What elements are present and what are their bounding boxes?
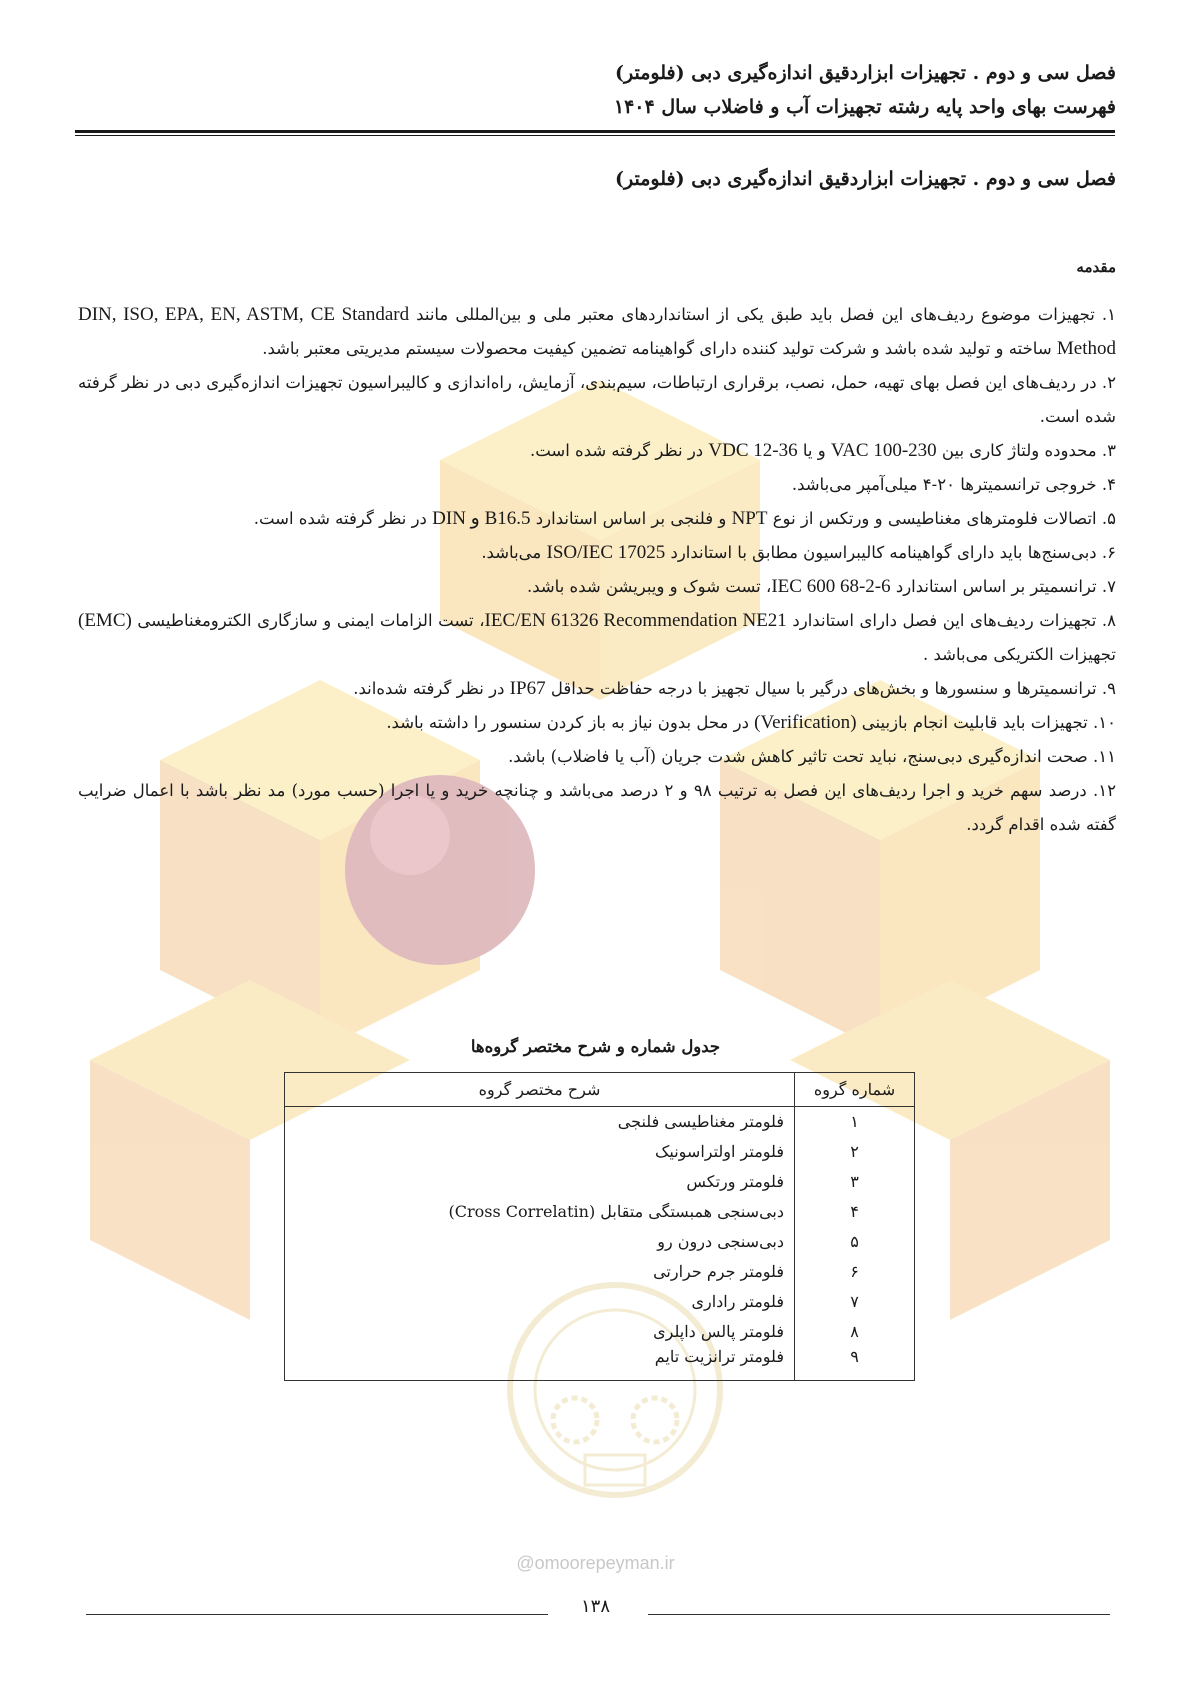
- intro-paragraph: [78, 298, 1116, 366]
- latin-term: DIN, ISO, EPA, EN, ASTM,: [78, 304, 304, 325]
- table-row: [285, 1287, 915, 1317]
- latin-term: B16.5 و DIN: [432, 508, 531, 529]
- group-number: ۴: [795, 1197, 915, 1227]
- intro-paragraph: [78, 672, 1116, 706]
- table-row: [285, 1317, 915, 1347]
- group-number: ۶: [795, 1257, 915, 1287]
- group-number: ۵: [795, 1227, 915, 1257]
- group-description: فلومتر ورتکس: [285, 1167, 795, 1197]
- latin-term: IP67: [509, 678, 546, 699]
- group-description: فلومتر جرم حرارتی: [285, 1257, 795, 1287]
- paragraph-text: و فلنجی بر اساس استاندارد: [530, 509, 732, 528]
- group-description: فلومتر ترانزیت تایم: [285, 1347, 795, 1381]
- paragraph-text: در نظر گرفته شده‌اند.: [353, 679, 510, 698]
- table-row: [285, 1167, 915, 1197]
- latin-term: CE Standard Method: [310, 304, 1116, 359]
- table-header-num: شماره گروه: [795, 1073, 915, 1107]
- latin-term: (EMC): [78, 610, 132, 631]
- paragraph-text: ۷. ترانسمیتر بر اساس استاندارد: [890, 577, 1116, 596]
- intro-paragraph: [78, 366, 1116, 434]
- paragraph-text: ۳. محدوده ولتاژ کاری بین: [936, 441, 1116, 460]
- header-rule-thin: [75, 135, 1115, 136]
- table-row: [285, 1107, 915, 1137]
- intro-paragraph: [78, 536, 1116, 570]
- paragraph-text: ۱۰. تجهیزات باید قابلیت انجام بازبینی: [856, 713, 1116, 732]
- group-number: ۷: [795, 1287, 915, 1317]
- latin-term: IEC/EN 61326 Recommendation NE21: [484, 610, 787, 631]
- seal-grid: [585, 1455, 645, 1485]
- table-body: [285, 1107, 915, 1381]
- paragraph-text: ۹. ترانسمیترها و سنسورها و بخش‌های درگیر با سیال تجهیز با درجه حفاظت حداقل: [545, 679, 1116, 698]
- seal-gear-left: [553, 1398, 597, 1442]
- intro-heading: مقدمه: [1076, 258, 1116, 276]
- table-header-desc: شرح مختصر گروه: [285, 1073, 795, 1107]
- paragraph-text: تجهیزات الکتریکی می‌باشد .: [923, 645, 1116, 664]
- paragraph-text: ۵. اتصالات فلومترهای مغناطیسی و ورتکس از نوع: [767, 509, 1116, 528]
- intro-paragraph: [78, 740, 1116, 774]
- paragraph-text: ۸. تجهیزات ردیف‌های این فصل دارای استاندارد: [786, 611, 1116, 630]
- intro-paragraph: [78, 604, 1116, 672]
- table-header-row: [285, 1073, 915, 1107]
- table-row: [285, 1257, 915, 1287]
- intro-paragraph: [78, 570, 1116, 604]
- paragraph-text: در نظر گرفته شده است.: [253, 509, 433, 528]
- group-description: فلومتر پالس داپلری: [285, 1317, 795, 1347]
- intro-paragraph: [78, 706, 1116, 740]
- groups-table: [284, 1072, 915, 1381]
- paragraph-text: ۲. در ردیف‌های این فصل بهای تهیه، حمل، نصب، برقراری ارتباطات، سیم‌بندی، آزمایش، راه‌اندازی و کالیبراسیون تجهیزات اندازه‌گیری دبی در نظر گرفته شده است.: [78, 373, 1116, 426]
- group-description: فلومتر راداری: [285, 1287, 795, 1317]
- group-number: ۱: [795, 1107, 915, 1137]
- paragraph-text: [304, 305, 311, 324]
- intro-paragraph: [78, 434, 1116, 468]
- paragraph-text: می‌باشد.: [481, 543, 547, 562]
- latin-term: (Verification): [754, 712, 857, 733]
- chapter-title: فصل سی و دوم . تجهیزات ابزاردقیق اندازه‌گیری دبی (فلومتر): [615, 168, 1116, 190]
- intro-paragraph: [78, 502, 1116, 536]
- group-description: فلومتر اولتراسونیک: [285, 1137, 795, 1167]
- group-description: فلومتر مغناطیسی فلنجی: [285, 1107, 795, 1137]
- paragraph-text: ۴. خروجی ترانسمیترها ۲۰-۴ میلی‌آمپر می‌باشد.: [791, 475, 1116, 494]
- watermark-cube-bottom-right-side: [950, 1060, 1110, 1320]
- latin-term: VAC 100-230: [830, 440, 937, 461]
- group-description: دبی‌سنجی همبستگی متقابل (Cross Correlatin): [285, 1197, 795, 1227]
- watermark-cube-bottom-side: [90, 1060, 250, 1320]
- paragraph-text: ساخته و تولید شده باشد و شرکت تولید کننده دارای گواهینامه تضمین کیفیت محصولات سیستم مدیریتی معتبر باشد.: [262, 339, 1057, 358]
- paragraph-text: و یا: [797, 441, 831, 460]
- header-chapter-line: فصل سی و دوم . تجهیزات ابزاردقیق اندازه‌گیری دبی (فلومتر): [615, 62, 1116, 84]
- paragraph-text: ۱. تجهیزات موضوع ردیف‌های این فصل باید طبق یکی از استانداردهای معتبر ملی و بین‌المللی مانند: [409, 305, 1117, 324]
- table-row: [285, 1197, 915, 1227]
- latin-term: VDC 12-36: [708, 440, 798, 461]
- header-price-list-line: فهرست بهای واحد پایه رشته تجهیزات آب و فاضلاب سال ۱۴۰۴: [613, 96, 1116, 118]
- paragraph-text: در محل بدون نیاز به باز کردن سنسور را داشته باشد.: [386, 713, 755, 732]
- group-number: ۳: [795, 1167, 915, 1197]
- site-watermark-text: @omoorepeyman.ir: [516, 1553, 675, 1573]
- group-description: دبی‌سنجی درون رو: [285, 1227, 795, 1257]
- table-row: [285, 1227, 915, 1257]
- paragraph-text: در نظر گرفته شده است.: [529, 441, 709, 460]
- paragraph-text: ۶. دبی‌سنج‌ها باید دارای گواهینامه کالیبراسیون مطابق با استاندارد: [665, 543, 1116, 562]
- group-number: ۹: [795, 1347, 915, 1381]
- paragraph-text: ، تست شوک و ویبریشن شده باشد.: [526, 577, 772, 596]
- intro-paragraph: [78, 468, 1116, 502]
- seal-gear-right: [633, 1398, 677, 1442]
- latin-term: ISO/IEC 17025: [546, 542, 666, 563]
- intro-paragraph: [78, 774, 1116, 842]
- table-row: [285, 1347, 915, 1381]
- header-rule-thick: [75, 130, 1115, 133]
- table-row: [285, 1137, 915, 1167]
- table-caption: جدول شماره و شرح مختصر گروه‌ها: [470, 1037, 721, 1056]
- page-number: ۱۳۸: [580, 1596, 610, 1617]
- latin-term: NPT: [731, 508, 768, 529]
- latin-term: IEC 600 68-2-6: [771, 576, 891, 597]
- paragraph-text: ، تست الزامات ایمنی و سازگاری الکترومغناطیسی: [131, 611, 485, 630]
- group-number: ۸: [795, 1317, 915, 1347]
- paragraph-text: ۱۱. صحت اندازه‌گیری دبی‌سنج، نباید تحت تاثیر کاهش شدت جریان (آب یا فاضلاب) باشد.: [508, 747, 1116, 766]
- paragraph-text: ۱۲. درصد سهم خرید و اجرا ردیف‌های این فصل به ترتیب ۹۸ و ۲ درصد می‌باشد و چنانچه خرید و یا اجرا (حسب مورد) مد نظر باشد با اعمال ضرایب گفته شده اقدام گردد.: [78, 781, 1116, 834]
- group-number: ۲: [795, 1137, 915, 1167]
- intro-paragraphs: [78, 298, 1116, 842]
